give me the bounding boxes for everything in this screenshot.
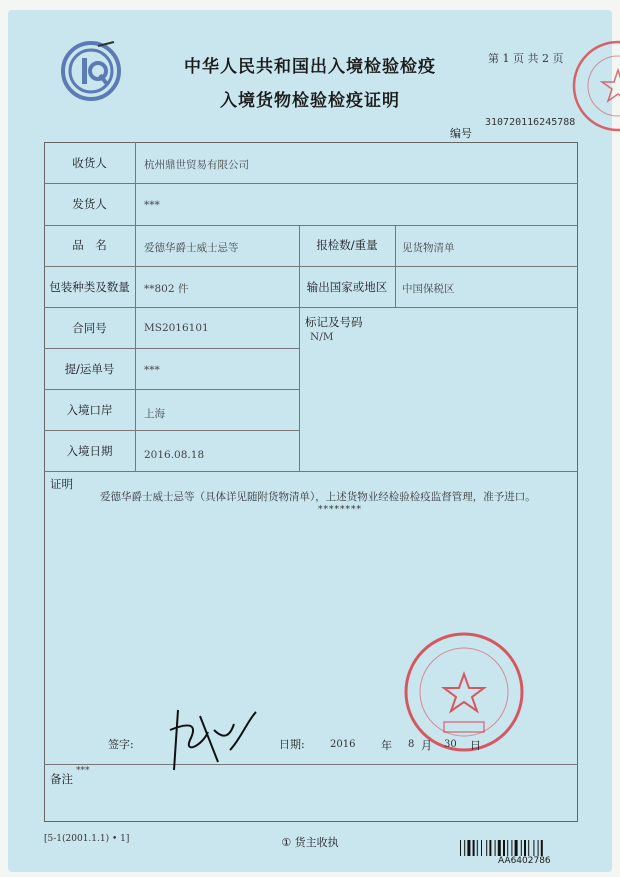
date-label: 日期: xyxy=(279,738,305,751)
marks-value: N/M xyxy=(310,331,334,343)
port-label: 入境口岸 xyxy=(66,403,113,417)
title-line2: 入境货物检验检疫证明 xyxy=(220,91,400,111)
marks-label: 标记及号码 xyxy=(305,315,363,329)
date-month: 8 xyxy=(408,739,415,750)
signature-icon xyxy=(160,700,260,774)
quantity-label: 报检数/重量 xyxy=(316,238,378,252)
ciq-logo-icon xyxy=(60,40,122,102)
certificate-stars: ******** xyxy=(318,505,362,515)
form-code: [5-1(2001.1.1) • 1] xyxy=(44,834,130,844)
remarks-value: *** xyxy=(76,766,90,776)
quantity-value: 见货物清单 xyxy=(402,242,455,254)
certificate-text: 爱德华爵士威士忌等（具体详见随附货物清单），上述货物业经检验检疫监督管理，准予进口。 xyxy=(100,491,536,503)
title-line1: 中华人民共和国出入境检验检疫 xyxy=(184,57,436,77)
consignee-value: 杭州鼎世贸易有限公司 xyxy=(144,159,249,171)
official-seal-icon xyxy=(568,34,620,140)
origin-value: 中国保税区 xyxy=(402,283,455,295)
barcode-icon xyxy=(460,840,580,856)
goods-label: 品 名 xyxy=(72,238,107,252)
remarks-label: 备注 xyxy=(50,772,73,786)
date-day: 30 xyxy=(444,739,457,750)
port-value: 上海 xyxy=(144,408,165,420)
consignee-label: 收货人 xyxy=(72,156,107,170)
contract-label: 合同号 xyxy=(72,321,107,335)
date-year-unit: 年 xyxy=(381,739,392,752)
contract-value: MS2016101 xyxy=(144,322,209,334)
signature-label: 签字: xyxy=(108,738,134,751)
serial-number: 310720116245788 xyxy=(485,117,576,128)
consignor-value: *** xyxy=(144,199,160,211)
serial-label: 编号 xyxy=(450,127,472,140)
certificate-label: 证明 xyxy=(50,477,73,491)
origin-label: 输出国家或地区 xyxy=(306,280,388,294)
goods-value: 爱德华爵士威士忌等 xyxy=(144,242,239,254)
bill-label: 提/运单号 xyxy=(64,362,115,376)
date-year: 2016 xyxy=(330,739,356,750)
entry-date-value: 2016.08.18 xyxy=(144,449,205,461)
bill-value: *** xyxy=(144,364,160,376)
barcode-number: AA6402786 xyxy=(498,856,551,866)
date-month-unit: 月 xyxy=(421,739,432,752)
copy-label: ① 货主收执 xyxy=(281,836,339,849)
consignor-label: 发货人 xyxy=(72,197,107,211)
entry-date-label: 入境日期 xyxy=(66,444,113,458)
package-value: **802 件 xyxy=(144,283,189,295)
date-day-unit: 日 xyxy=(470,739,481,752)
official-seal-icon xyxy=(402,630,526,754)
package-label: 包装种类及数量 xyxy=(49,280,130,294)
page-indicator: 第 1 页 共 2 页 xyxy=(488,52,564,65)
